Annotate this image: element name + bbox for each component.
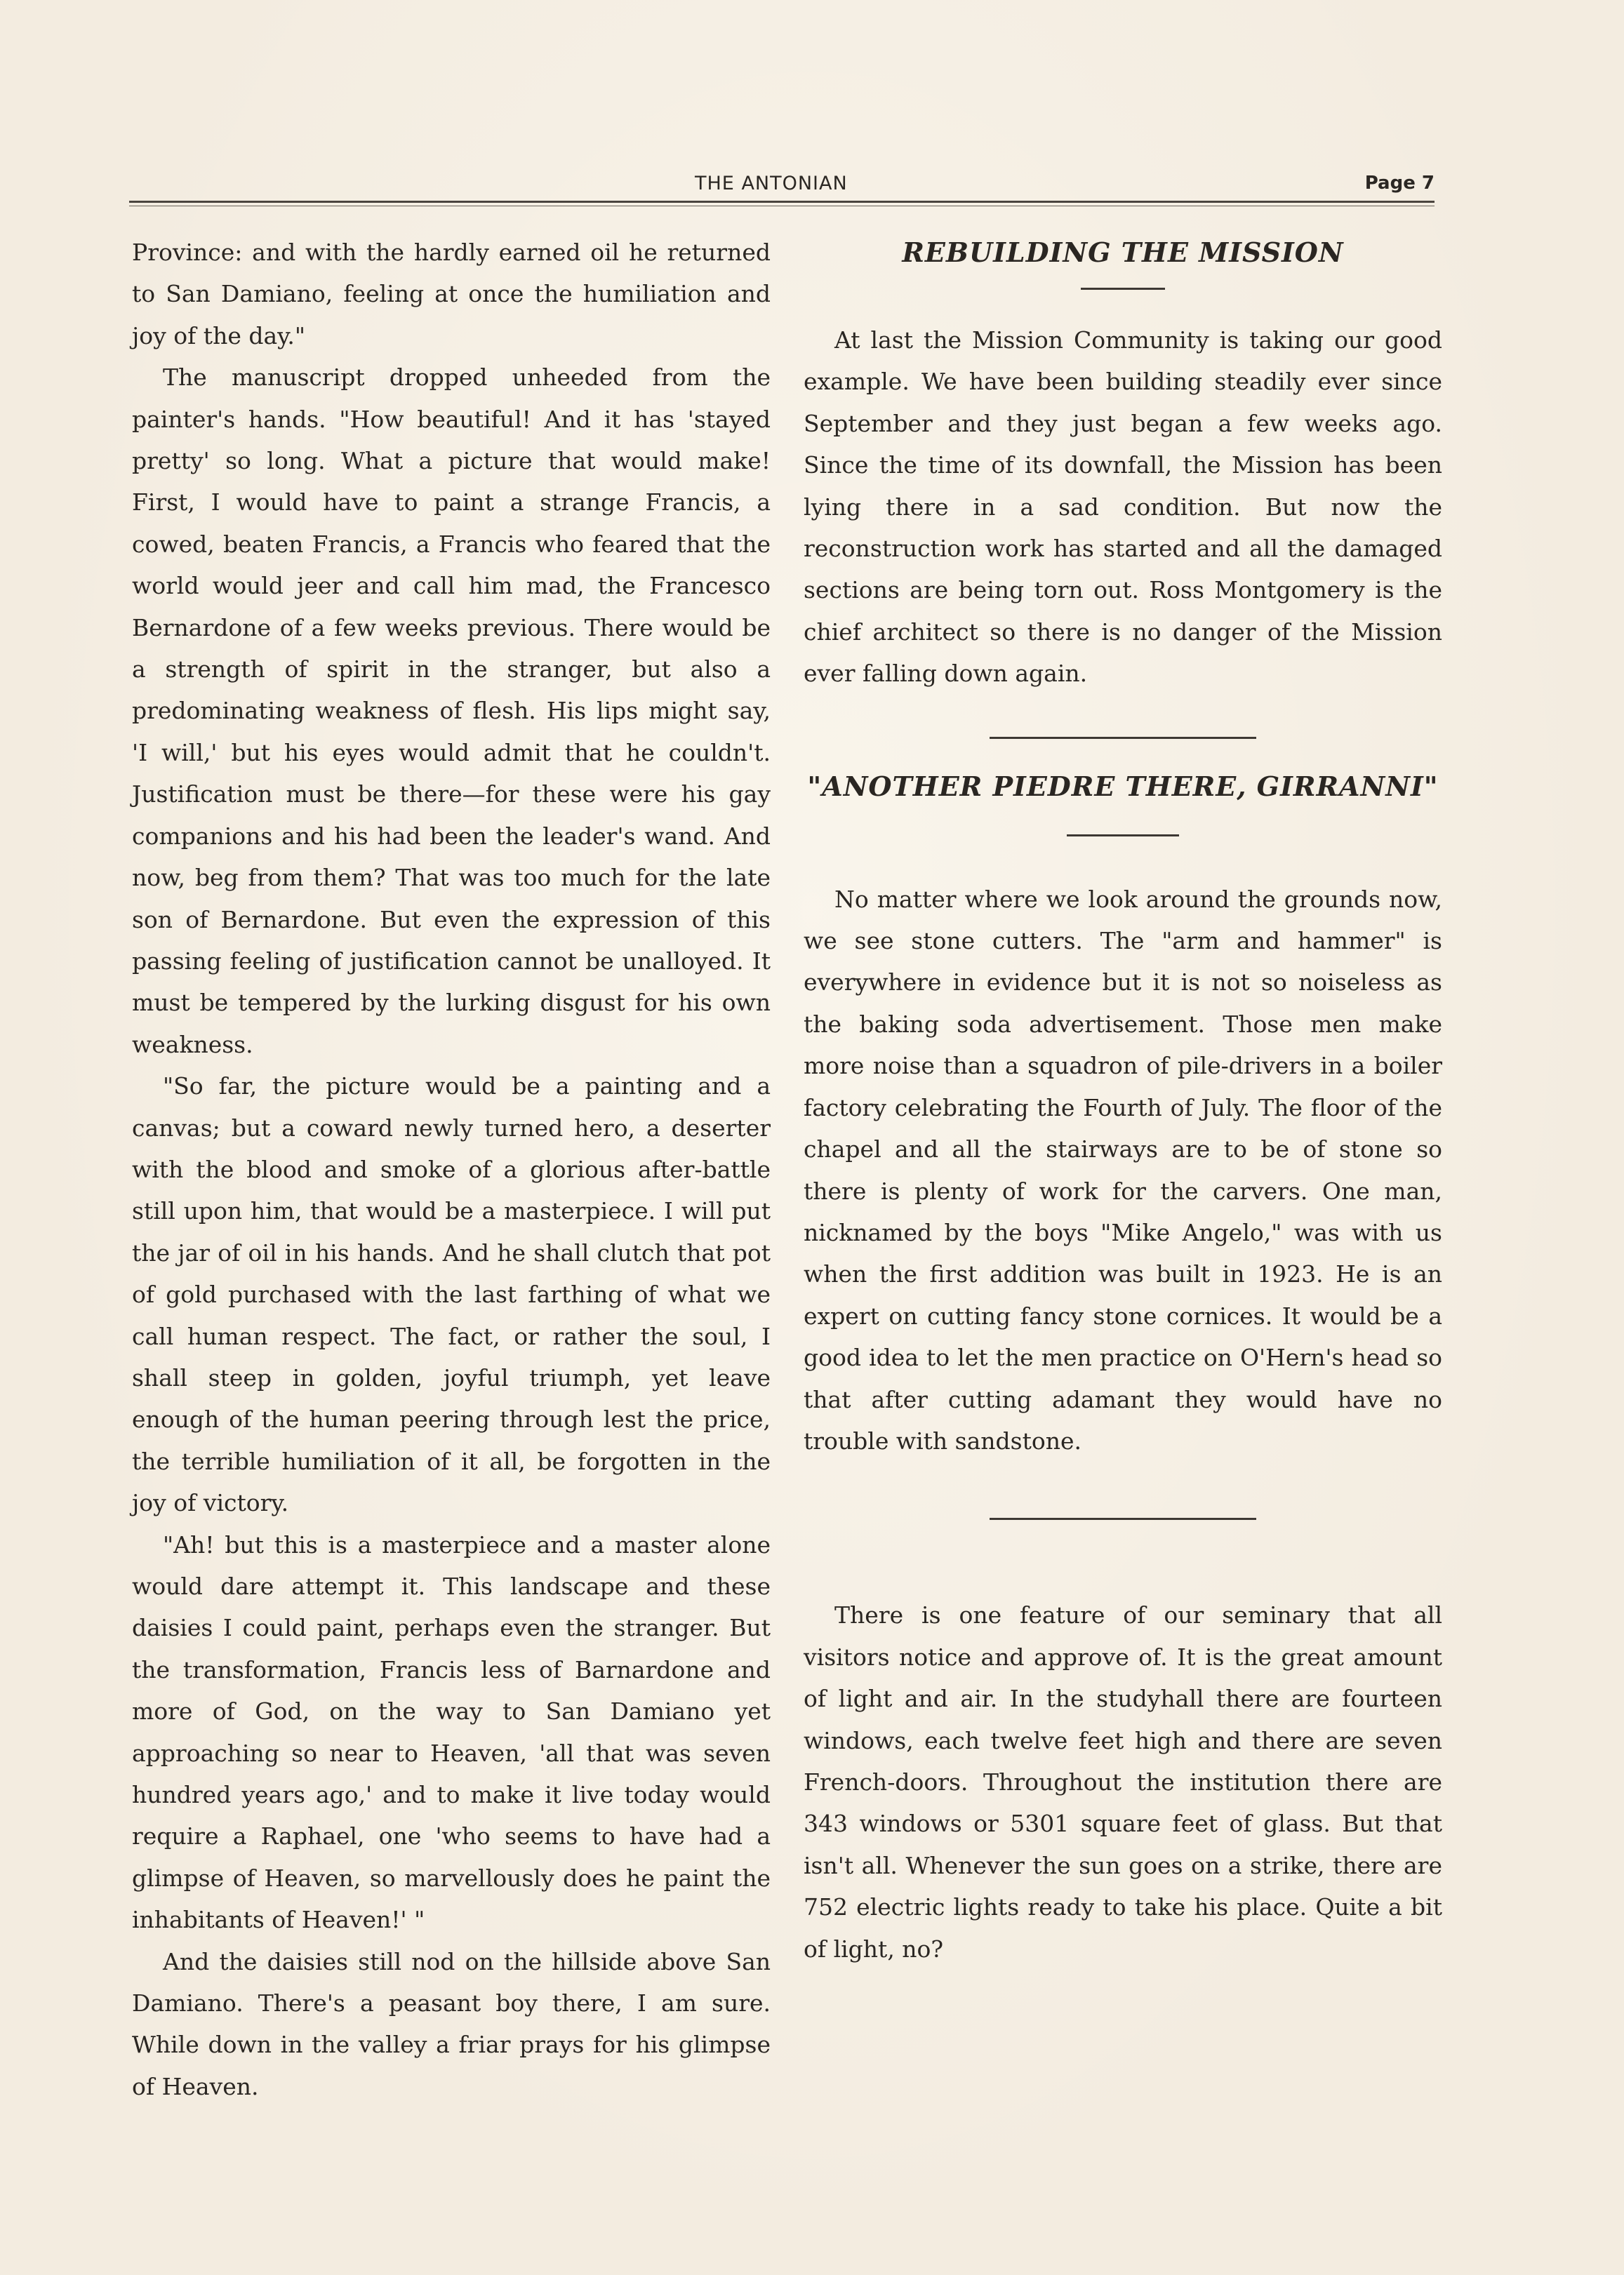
page-number: Page 7 — [1364, 173, 1435, 194]
header-rule — [129, 201, 1435, 203]
section-body: There is one feature of our seminary that all visitors notice and approve of. It is the great amount of light and air. In the studyhall there are fourteen windows, each twelve feet high and there are seven French-doors. Throughout the institution there are 343 windows or 5301 square feet of glass. But that isn't all. Whenever the sun goes on a strike, there are 752 electric lights ready to take his place. Quite a bit of light, no? — [804, 1601, 1442, 1963]
paragraph: And the daisies still nod on the hillside above San Damiano. There's a peasant boy there, I am sure. While down in the valley a friar prays for his glimpse of Heaven. — [132, 1947, 771, 2100]
paragraph: "Ah! but this is a masterpiece and a master alone would dare attempt it. This landscape and these daisies I could paint, perhaps even the stranger. But the transformation, Francis less of Barnardone and more of God, on the way to San Damiano yet approaching so near to Heaven, 'all that was seven hundred years ago,' and to make it live today would require a Raphael, one 'who seems to have had a glimpse of Heaven, so marvellously does he paint the inhabitants of Heaven!' " — [132, 1530, 771, 1934]
section-body: At last the Mission Community is taking our good example. We have been building steadily ever since September and they just began a few weeks ago. Since the time of its downfall, the Mission has been lying there in a sad condition. But now the reconstruction work has started and all the damaged sections are being torn out. Ross Montgomery is the chief architect so there is no danger of the Mission ever falling down again. — [804, 326, 1442, 688]
section-body: No matter where we look around the grounds now, we see stone cutters. The "arm and hammer" is everywhere in evidence but it is not so noiseless as the baking soda advertisement. Those men make more noise than a squadron of pile-drivers in a boiler factory celebrating the Fourth of July. The floor of the chapel and all the stairways are to be of stone so there is plenty of work for the carvers. One man, nicknamed by the boys "Mike Angelo," was with us when the first addition was built in 1923. He is an expert on cutting fancy stone cornices. It would be a good idea to let the men practice on O'Hern's head so that after cutting adamant they would have no trouble with sandstone. — [804, 885, 1442, 1455]
paragraph: Province: and with the hardly earned oil he returned to San Damiano, feeling at once the humiliation and joy of the day." — [132, 239, 771, 349]
left-column — [132, 232, 771, 2107]
page-header — [129, 173, 1435, 201]
section-title: "ANOTHER PIEDRE THERE, GIRRANNI" — [807, 770, 1439, 802]
right-column — [804, 232, 1442, 1970]
publication-title: THE ANTONIAN — [695, 173, 848, 194]
paragraph: "So far, the picture would be a painting and a canvas; but a coward newly turned hero, a deserter with the blood and smoke of a glorious after-battle still upon him, that would be a masterpiece. I will put the jar of oil in his hands. And he shall clutch that pot of gold purchased with the last farthing of what we call human respect. The fact, or rather the soul, I shall steep in golden, joyful triumph, yet leave enough of the human peering through lest the price, the terrible humiliation of it all, be forgotten in the joy of victory. — [132, 1072, 771, 1517]
section-title: REBUILDING THE MISSION — [902, 236, 1344, 268]
paragraph: The manuscript dropped unheeded from the painter's hands. "How beautiful! And it has 'stayed pretty' so long. What a picture that would make! First, I would have to paint a strange Francis, a cowed, beaten Francis, a Francis who feared that the world would jeer and call him mad, the Francesco Bernardone of a few weeks previous. There would be a strength of spirit in the stranger, but also a predominating weakness of flesh. His lips might say, 'I will,' but his eyes would admit that he couldn't. Justification must be there—for these were his gay companions and his had been the leader's wand. And now, beg from them? That was too much for the late son of Bernardone. But even the expression of this passing feeling of justification cannot be unalloyed. It must be tempered by the lurking disgust for his own weakness. — [132, 363, 771, 1058]
